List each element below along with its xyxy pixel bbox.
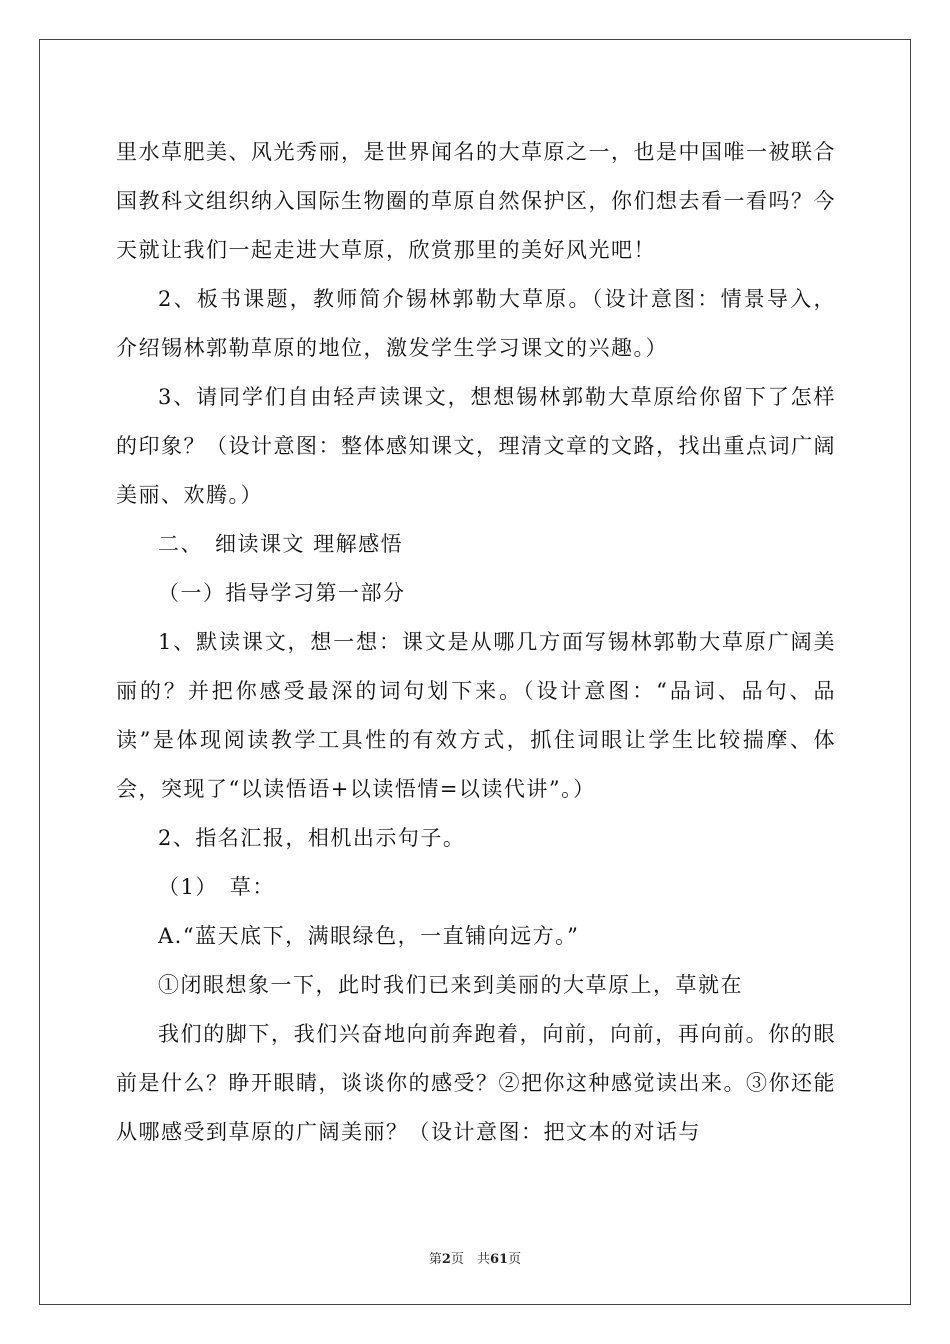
paragraph: 2、板书课题，教师简介锡林郭勒大草原。（设计意图：情景导入，介绍锡林郭勒草原的地位，激发学生学习课文的兴趣。） [116, 287, 836, 360]
quote-line: A.“蓝天底下，满眼绿色，一直铺向远方。” [158, 924, 580, 948]
paragraph: （1） 草： [158, 875, 275, 899]
footer-suffix: 页 [508, 1252, 522, 1267]
paragraph: 1、默读课文，想一想：课文是从哪几方面写锡林郭勒大草原广阔美丽的？并把你感受最深的词句划下来。（设计意图：“品词、品句、品读”是体现阅读教学工具性的有效方式，抓住词眼让学生比较揣摩、体会，突现了“以读悟语+以读悟情=以读代讲”。） [116, 630, 836, 801]
paragraph: 3、请同学们自由轻声读课文，想想锡林郭勒大草原给你留下了怎样的印象？（设计意图：整体感知课文，理清文章的文路，找出重点词广阔美丽、欢腾。） [116, 385, 836, 507]
paragraph: 里水草肥美、风光秀丽，是世界闻名的大草原之一，也是中国唯一被联合国教科文组织纳入国际生物圈的草原自然保护区，你们想去看一看吗？今天就让我们一起走进大草原，欣赏那里的美好风光吧！ [116, 140, 836, 262]
footer-middle: 页 共 [450, 1252, 490, 1267]
current-page-number: 2 [441, 1252, 451, 1267]
paragraph: 2、指名汇报，相机出示句子。 [158, 826, 466, 850]
document-body [116, 128, 836, 1157]
footer-prefix: 第 [428, 1252, 442, 1267]
section-heading: 二、 细读课文 理解感悟 [158, 532, 404, 556]
subsection-heading: （一）指导学习第一部分 [158, 581, 406, 605]
page-footer [0, 1248, 950, 1267]
paragraph: ①闭眼想象一下，此时我们已来到美丽的大草原上，草就在 [158, 973, 743, 997]
paragraph: 我们的脚下，我们兴奋地向前奔跑着，向前，向前，再向前。你的眼前是什么？睁开眼睛，谈谈你的感受？②把你这种感觉读出来。③你还能从哪感受到草原的广阔美丽？（设计意图：把文本的对话与 [116, 1022, 836, 1144]
total-page-number: 61 [489, 1252, 509, 1267]
